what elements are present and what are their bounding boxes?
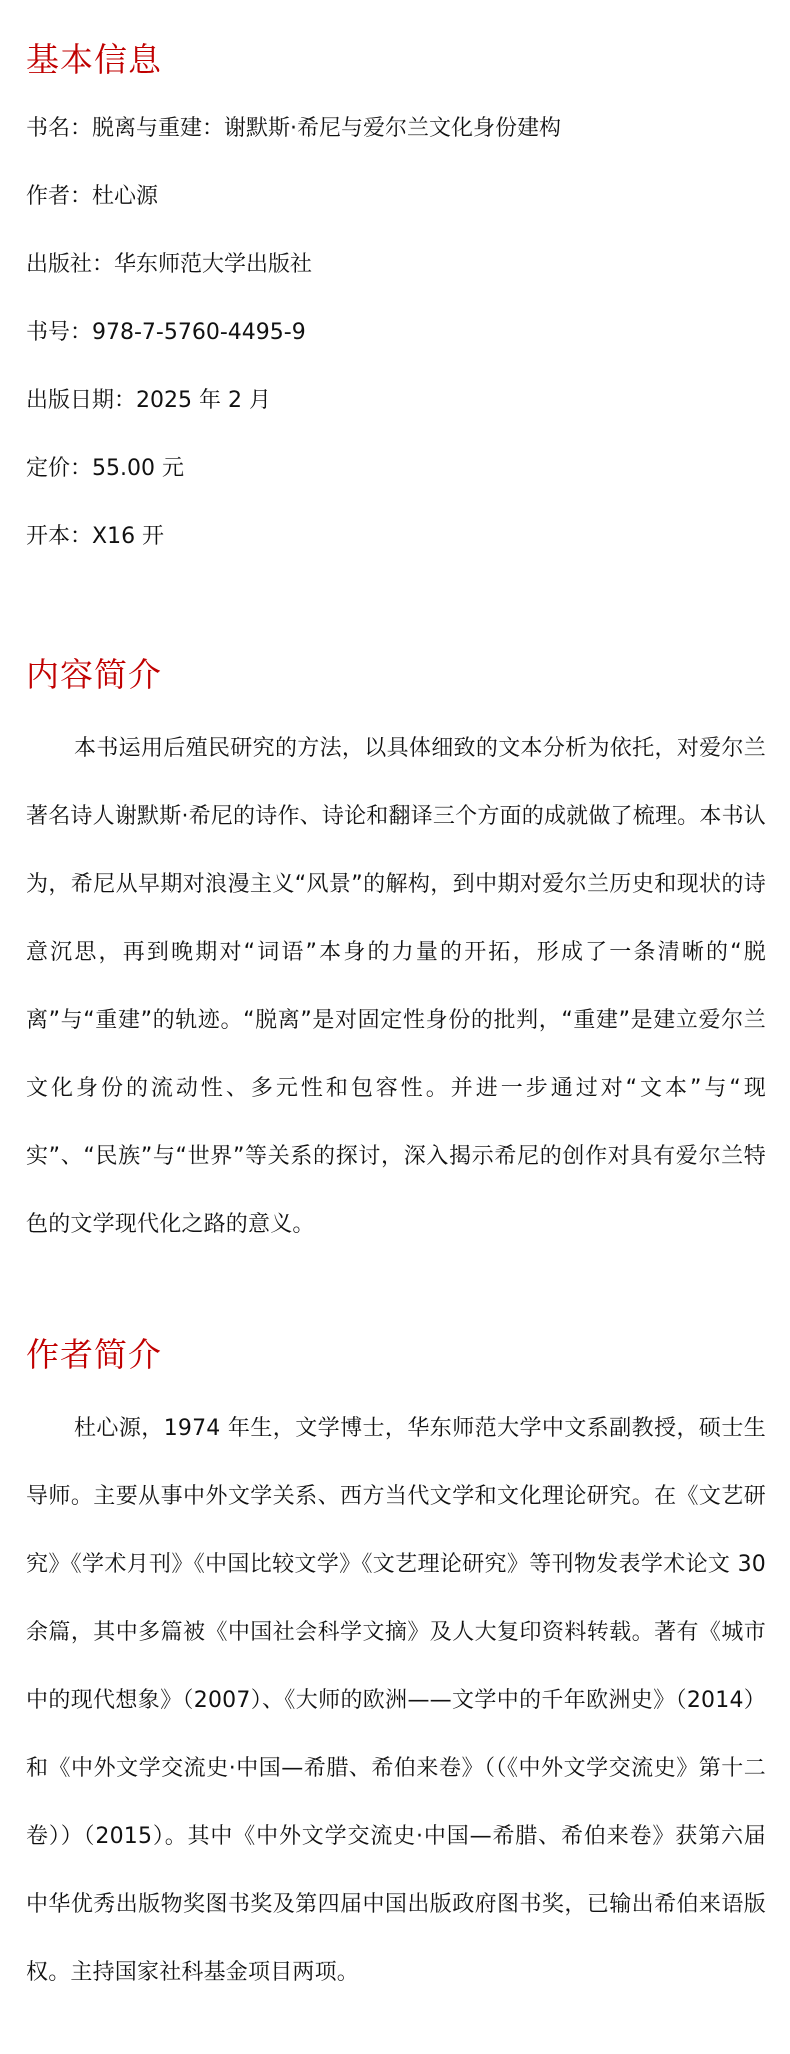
content-intro-section xyxy=(26,655,766,1259)
basic-info-heading: 基本信息 xyxy=(26,40,162,79)
basic-info-fields xyxy=(26,112,766,588)
field-format: 开本：X16 开 xyxy=(26,524,165,549)
content-intro-heading: 内容简介 xyxy=(26,655,162,694)
field-title: 书名：脱离与重建：谢默斯·希尼与爱尔兰文化身份建构 xyxy=(26,116,561,141)
author-intro-section xyxy=(26,1335,766,2007)
field-publish-date: 出版日期：2025 年 2 月 xyxy=(26,388,271,413)
field-price: 定价：55.00 元 xyxy=(26,456,184,481)
content-intro-text: 本书运用后殖民研究的方法，以具体细致的文本分析为依托，对爱尔兰著名诗人谢默斯·希尼的诗作、诗论和翻译三个方面的成就做了梳理。本书认为，希尼从早期对浪漫主义“风景”的解构，到中期对爱尔兰历史和现状的诗意沉思，再到晚期对“词语”本身的力量的开拓，形成了一条清晰的“脱离”与“重建”的轨迹。“脱离”是对固定性身份的批判，“重建”是建立爱尔兰文化身份的流动性、多元性和包容性。并进一步通过对“文本”与“现实”、“民族”与“世界”等关系的探讨，深入揭示希尼的创作对具有爱尔兰特色的文学现代化之路的意义。 xyxy=(26,736,766,1237)
basic-info-section xyxy=(26,40,766,588)
author-intro-heading: 作者简介 xyxy=(26,1335,162,1374)
author-intro-text: 杜心源，1974 年生，文学博士，华东师范大学中文系副教授，硕士生导师。主要从事中外文学关系、西方当代文学和文化理论研究。在《文艺研究》《学术月刊》《中国比较文学》《文艺理论研究》等刊物发表学术论文 30 余篇，其中多篇被《中国社会科学文摘》及人大复印资料转载。著有《城市中的现代想象》（2007）、《大师的欧洲——文学中的千年欧洲史》（2014）和《中外文学交流史·中国—希腊、希伯来卷》（（《中外文学交流史》第十二卷））（2015）。其中《中外文学交流史·中国—希腊、希伯来卷》获第六届中华优秀出版物奖图书奖及第四届中国出版政府图书奖，已输出希伯来语版权。主持国家社科基金项目两项。 xyxy=(26,1416,766,1985)
field-author: 作者：杜心源 xyxy=(26,184,159,209)
field-publisher: 出版社：华东师范大学出版社 xyxy=(26,252,313,277)
field-isbn: 书号：978-7-5760-4495-9 xyxy=(26,320,306,345)
